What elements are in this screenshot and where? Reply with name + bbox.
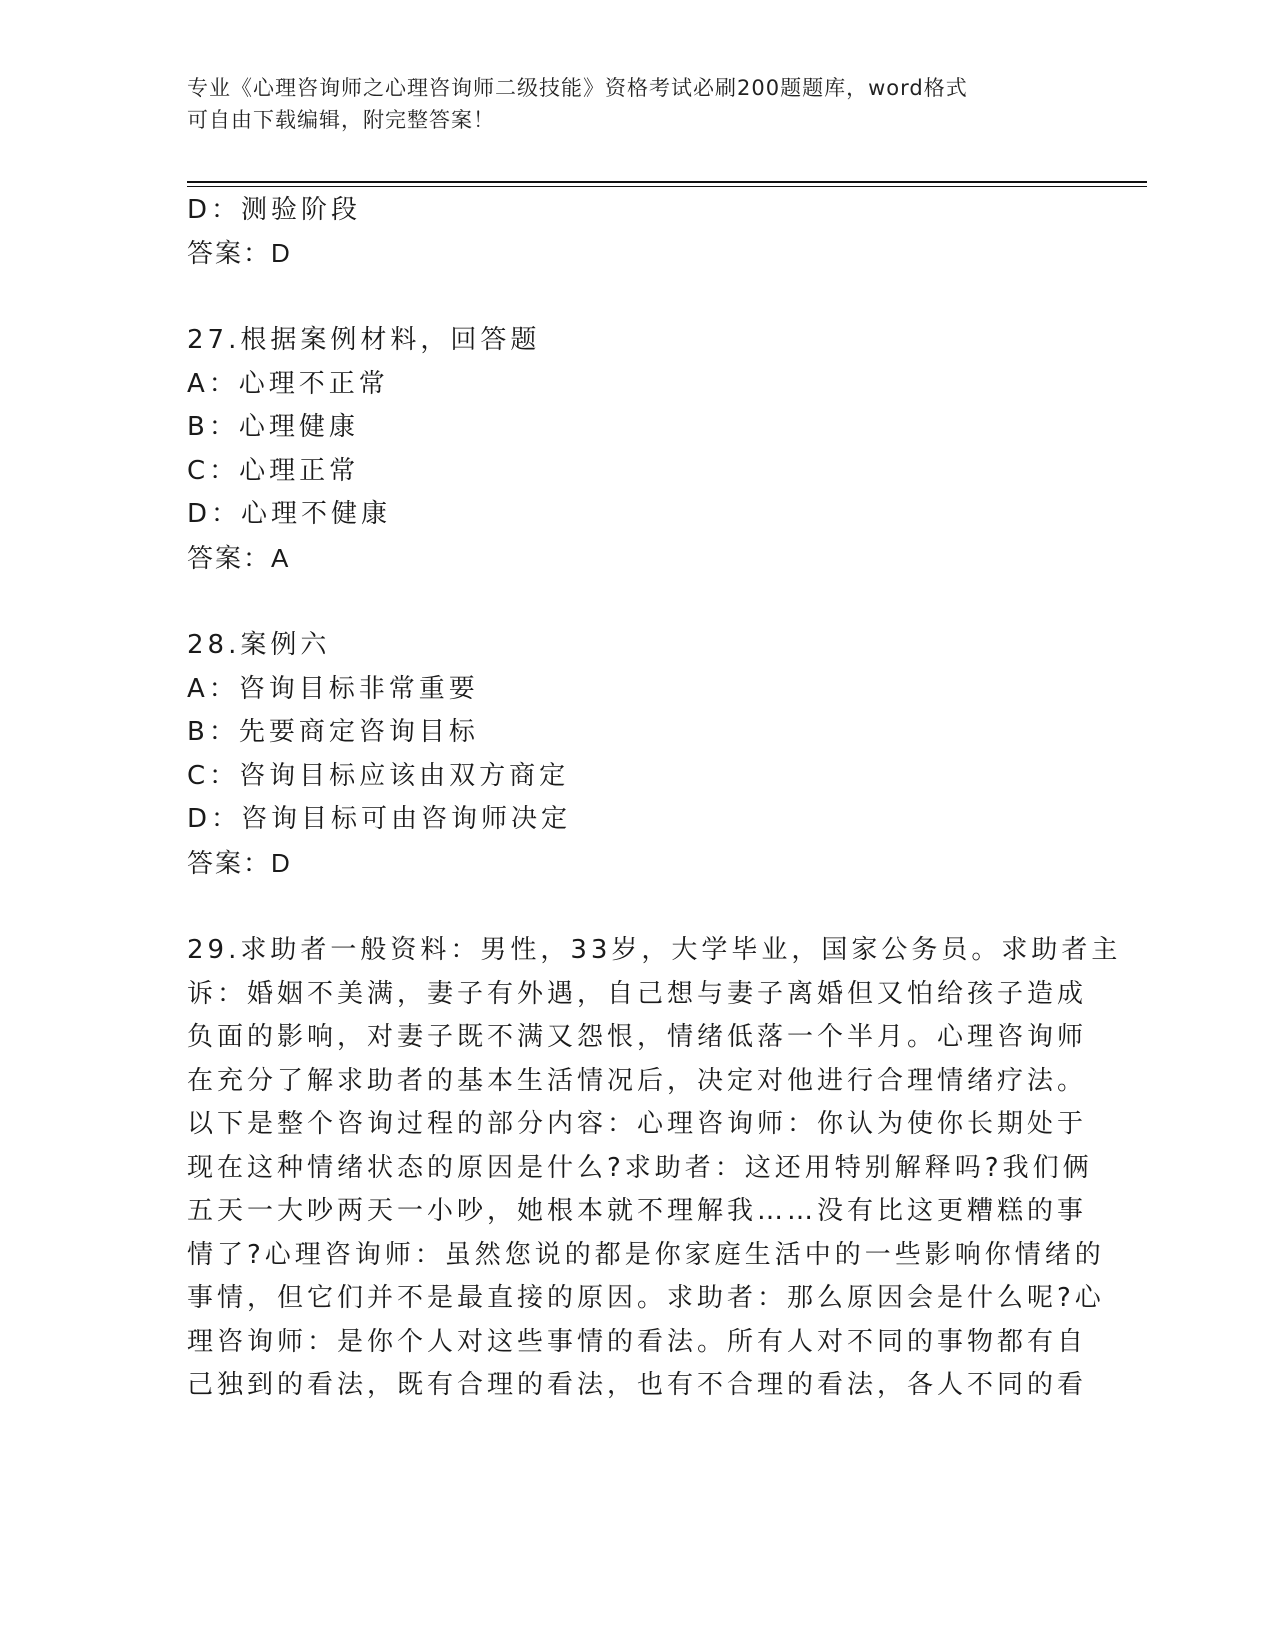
q28-option-a: A：咨询目标非常重要 [187, 674, 479, 704]
q29-line: 情了?心理咨询师：虽然您说的都是你家庭生活中的一些影响你情绪的 [187, 1240, 1105, 1270]
header-divider-thin [187, 186, 1147, 187]
document-header [187, 72, 1087, 136]
q28-answer: 答案：D [187, 848, 292, 878]
q29-line: 理咨询师：是你个人对这些事情的看法。所有人对不同的事物都有自 [187, 1327, 1088, 1357]
q27-option-d: D：心理不健康 [187, 499, 392, 529]
header-line-1: 专业《心理咨询师之心理咨询师二级技能》资格考试必刷200题题库，word格式 [187, 76, 968, 100]
q29-line: 在充分了解求助者的基本生活情况后，决定对他进行合理情绪疗法。 [187, 1066, 1088, 1096]
q29-line: 以下是整个咨询过程的部分内容：心理咨询师：你认为使你长期处于 [187, 1109, 1088, 1139]
q29-line: 五天一大吵两天一小吵，她根本就不理解我……没有比这更糟糕的事 [187, 1196, 1088, 1226]
q28-title: 28.案例六 [187, 630, 331, 660]
q27-answer: 答案：A [187, 543, 291, 573]
prev-option-d: D：测验阶段 [187, 195, 362, 225]
q27-option-c: C：心理正常 [187, 456, 360, 486]
q29-line: 己独到的看法，既有合理的看法，也有不合理的看法，各人不同的看 [187, 1370, 1088, 1400]
q29-line: 诉：婚姻不美满，妻子有外遇，自己想与妻子离婚但又怕给孩子造成 [187, 979, 1088, 1009]
q27-title: 27.根据案例材料，回答题 [187, 325, 541, 355]
q29-line: 现在这种情绪状态的原因是什么?求助者：这还用特别解释吗?我们俩 [187, 1153, 1093, 1183]
q27-option-a: A：心理不正常 [187, 369, 389, 399]
header-divider-thick [187, 181, 1147, 183]
prev-answer: 答案：D [187, 238, 292, 268]
q28-option-b: B：先要商定咨询目标 [187, 717, 479, 747]
q29-line: 负面的影响，对妻子既不满又怨恨，情绪低落一个半月。心理咨询师 [187, 1022, 1088, 1052]
header-line-2: 可自由下载编辑，附完整答案！ [187, 108, 495, 132]
q28-option-d: D：咨询目标可由咨询师决定 [187, 804, 572, 834]
q29-line: 29.求助者一般资料：男性，33岁，大学毕业，国家公务员。求助者主 [187, 935, 1122, 965]
q27-option-b: B：心理健康 [187, 412, 359, 442]
q29-line: 事情，但它们并不是最直接的原因。求助者：那么原因会是什么呢?心 [187, 1283, 1105, 1313]
q28-option-c: C：咨询目标应该由双方商定 [187, 761, 570, 791]
